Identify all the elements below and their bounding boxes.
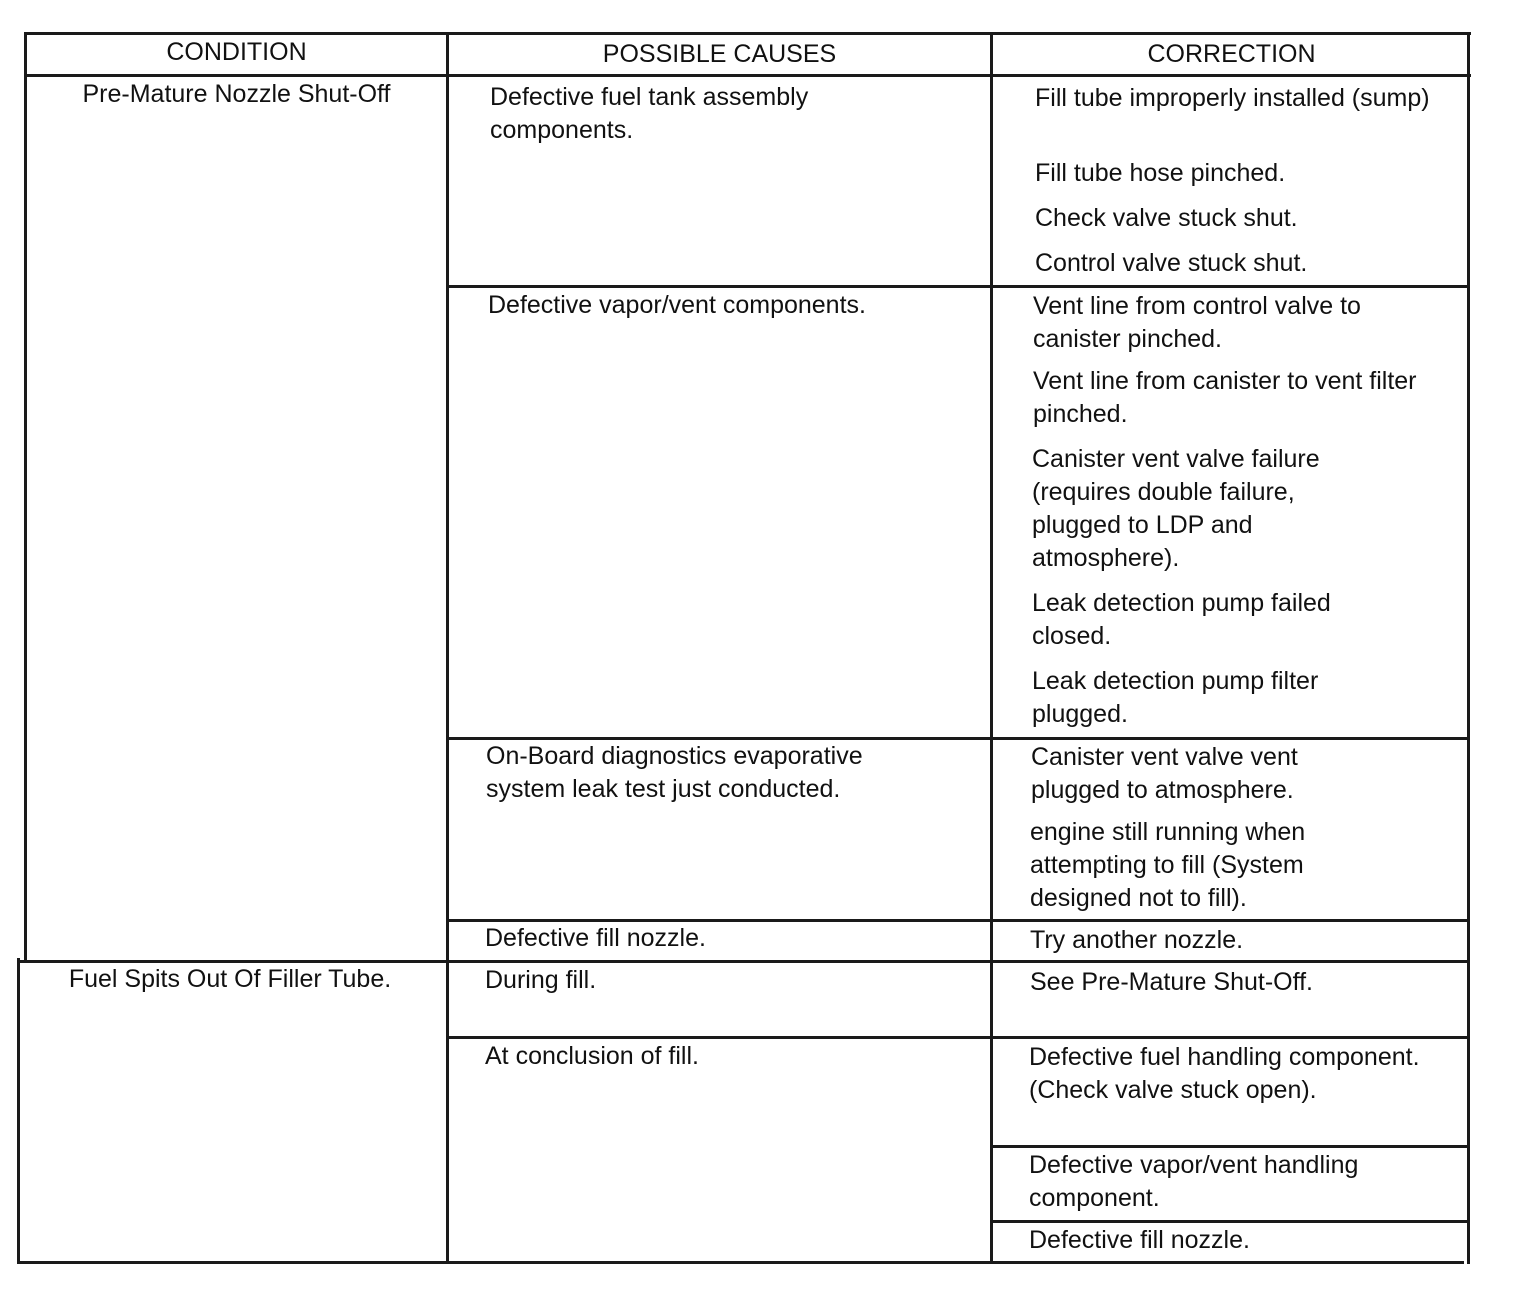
row-divider-during (446, 1036, 1470, 1039)
correction-canister-vent-plugged: Canister vent valve vent plugged to atmosphere. (1031, 743, 1298, 804)
correction-canister-vent-failure: Canister vent valve failure (requires double failure, plugged to LDP and atmosphere). (1032, 445, 1320, 572)
correction-see-premature: See Pre-Mature Shut-Off. (1030, 968, 1313, 996)
column-divider-1 (446, 32, 449, 1263)
correction-engine-running: engine still running when attempting to fill (System designed not to fill). (1030, 818, 1306, 912)
correction-vapor-vent-handling: Defective vapor/vent handling component. (1029, 1151, 1359, 1212)
correction-fill-tube-pinched: Fill tube hose pinched. (1035, 159, 1286, 187)
correction-fuel-handling: Defective fuel handling component. (Check valve stuck open). (1029, 1043, 1420, 1104)
table-border-left-upper (24, 32, 27, 960)
correction-fill-tube-installed: Fill tube improperly installed (sump) (1035, 84, 1430, 112)
table-border-left-lower (17, 958, 20, 1263)
correction-control-valve-shut: Control valve stuck shut. (1035, 249, 1308, 277)
cause-vapor-vent: Defective vapor/vent components. (488, 291, 866, 319)
table-border-bottom (17, 1261, 1464, 1264)
cause-obd-leak-test: On-Board diagnostics evaporative system leak test just conducted. (486, 742, 863, 803)
header-possible-causes: POSSIBLE CAUSES (602, 40, 837, 68)
condition-fuel-spits: Fuel Spits Out Of Filler Tube. (68, 965, 392, 993)
table-border-top (25, 32, 1471, 35)
correction-ldp-failed-closed: Leak detection pump failed closed. (1032, 589, 1331, 650)
header-divider (25, 74, 1471, 77)
correction-defective-fill-nozzle: Defective fill nozzle. (1029, 1226, 1250, 1254)
cause-during-fill: During fill. (485, 966, 597, 994)
header-condition: CONDITION (166, 38, 307, 66)
correction-vent-line-canister: Vent line from canister to vent filter pinched. (1033, 367, 1417, 428)
correction-check-valve-shut: Check valve stuck shut. (1035, 204, 1298, 232)
row-divider-tank (446, 285, 1470, 288)
table-border-right (1467, 32, 1470, 1264)
condition-premature-shutoff: Pre-Mature Nozzle Shut-Off (82, 80, 391, 108)
cause-fill-nozzle: Defective fill nozzle. (485, 924, 706, 952)
column-divider-2 (990, 32, 993, 1263)
row-divider-corr-2 (990, 1220, 1470, 1223)
header-correction: CORRECTION (1147, 40, 1316, 68)
correction-vent-line-control-valve: Vent line from control valve to canister pinched. (1033, 292, 1361, 353)
row-divider-corr-1 (990, 1145, 1470, 1148)
cause-conclusion-of-fill: At conclusion of fill. (485, 1042, 699, 1070)
correction-try-another-nozzle: Try another nozzle. (1030, 926, 1244, 954)
correction-ldp-filter-plugged: Leak detection pump filter plugged. (1032, 667, 1319, 728)
cause-fuel-tank: Defective fuel tank assembly components. (490, 83, 809, 144)
